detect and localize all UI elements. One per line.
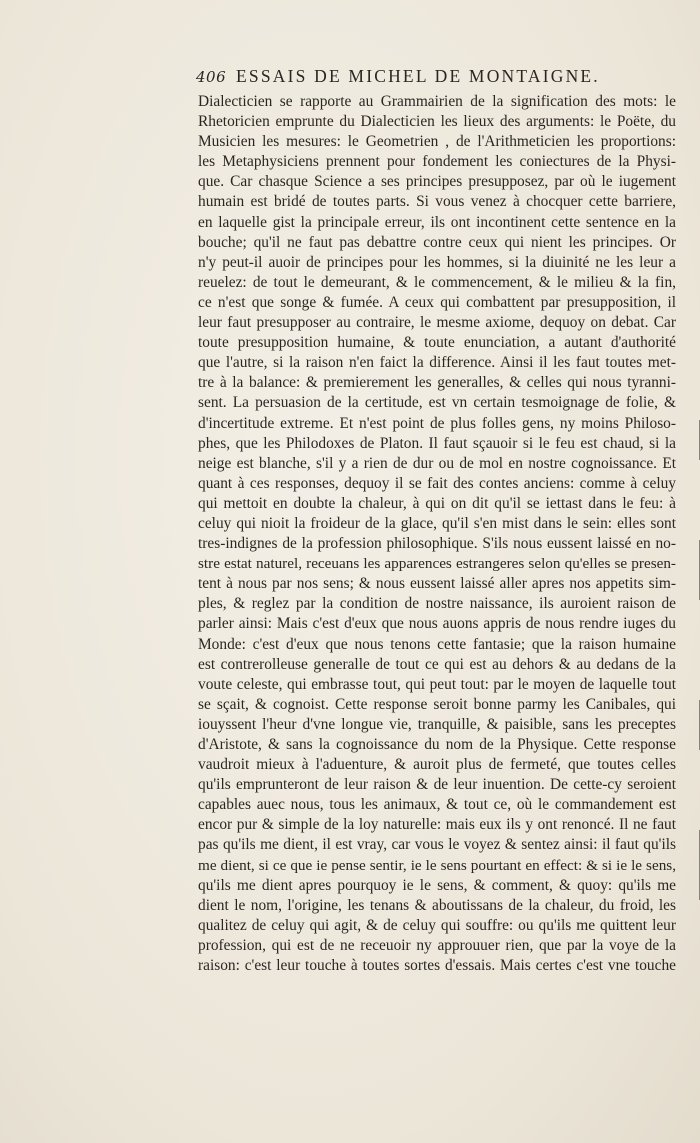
text-line: profession, qui est de ne receuoir ny approuuer rien, que par la voye de la: [198, 936, 676, 954]
text-line: qu'ils me dient apres pourquoy ie le sens, & comment, & quoy: qu'ils me: [198, 876, 676, 894]
text-line: iouyssent l'heur d'vne longue vie, tranquille, & paisible, sans les preceptes: [198, 715, 676, 733]
text-line: dient le nom, l'origine, les tenans & aboutissans de la chaleur, du froid, les: [198, 896, 676, 914]
text-line: neige est blanche, s'il y a rien de dur ou de mol en nostre cognoissance. Et: [198, 454, 676, 472]
text-line: humain est bridé de toutes parts. Si vous venez à chocquer cette barriere,: [198, 193, 676, 211]
text-line: Musicien les mesures: le Geometrien , de l'Arithmeticien les proportions:: [198, 133, 676, 151]
text-line: d'Aristote, & sans la cognoissance du nom de la Physique. Cette response: [198, 736, 676, 753]
text-line: me dient, si ce que ie pense sentir, ie le sens pourtant en effect: & si ie le sens,: [198, 856, 676, 874]
facing-page-edge: [694, 400, 700, 1000]
text-line: qualitez de celuy qui agit, & de celuy qui souffre: ou qu'ils me quittent leur: [198, 916, 676, 934]
text-line: raison: c'est leur touche à toutes sortes d'essais. Mais certes c'est vne touche: [198, 957, 676, 975]
text-line: qu'ils emprunteront de leur raison & de leur inuention. De cette-cy seroient: [198, 776, 676, 794]
text-line: d'incertitude extreme. Et n'est point de plus folles gens, ny moins Philoso-: [198, 414, 676, 432]
text-line: sent. La persuasion de la certitude, est vn certain tesmoignage de folie, &: [198, 394, 676, 412]
text-line: Dialecticien se rapporte au Grammairien de la signification des mots: le: [198, 93, 676, 110]
text-line: qui mettoit en doubte la chaleur, à qui on dit qu'il se iettast dans le feu: à: [198, 494, 676, 512]
text-line: leur faut presupposer au contraire, le mesme axiome, dequoy on debat. Car: [198, 314, 676, 332]
text-line: bouche; qu'il ne faut pas debattre contre ceux qui nient les principes. Or: [198, 233, 676, 251]
text-line: reuelez: de tout le demeurant, & le commencement, & le milieu & la fin,: [198, 273, 676, 291]
text-line: est contrerolleuse generalle de tout ce qui est au dehors & au dedans de la: [198, 655, 676, 673]
text-line: capables auec nous, tous les animaux, & tout ce, où le commandement est: [198, 796, 676, 814]
text-line: quant à ces responses, dequoy il se fait des contes anciens: comme à celuy: [198, 474, 676, 492]
text-line: ples, & reglez par la condition de nostre naissance, ils auroient raison de: [198, 595, 676, 613]
text-line: n'y peut-il auoir de principes pour les hommes, si la diuinité ne les leur a: [198, 253, 676, 271]
text-line: voute celeste, qui embrasse tout, qui peut tout: par le moyen de laquelle tout: [198, 675, 676, 693]
text-line: ce n'est que songe & fumée. A ceux qui combattent par presupposition, il: [198, 293, 676, 311]
body-text: [198, 92, 676, 976]
text-line: vaudroit mieux à l'aduenture, & auroit plus de fermeté, que toutes celles: [198, 756, 676, 774]
text-line: que. Car chasque Science a ses principes presupposez, par où le iugement: [198, 173, 676, 191]
text-line: que l'autre, si la raison n'en faict la difference. Ainsi il les faut toutes met-: [198, 354, 676, 372]
page-number: 406: [196, 68, 227, 86]
text-line: phes, que les Philodoxes de Platon. Il faut sçauoir si le feu est chaud, si la: [198, 434, 676, 452]
text-line: encor pur & simple de la loy naturelle: mais eux ils y ont renoncé. Il ne faut: [198, 816, 676, 834]
text-line: celuy qui nioit la froideur de la glace, qu'il s'en mist dans le sein: elles sont: [198, 514, 676, 532]
text-line: tres-indignes de la profession philosophique. S'ils nous eussent laissé en no-: [198, 535, 676, 553]
text-line: les Metaphysiciens prennent pour fondement les coniectures de la Physi-: [198, 153, 676, 171]
text-line: se sçait, & cognoist. Cette response seroit bonne parmy les Canibales, qui: [198, 695, 676, 713]
text-line: tent à nous par nos sens; & nous eussent laissé aller apres nos appetits sim-: [198, 575, 676, 593]
running-title: ESSAIS DE MICHEL DE MONTAIGNE.: [236, 66, 600, 86]
text-line: tre à la balance: & premierement les generalles, & celles qui nous tyranni-: [198, 374, 676, 392]
text-line: Rhetoricien emprunte du Dialecticien les lieux des arguments: le Poëte, du: [198, 113, 676, 131]
text-line: parler ainsi: Mais c'est d'eux que nous auons appris de nous rendre iuges du: [198, 615, 676, 633]
text-line: en laquelle gist la principale erreur, ils ont incontinent cette sentence en la: [198, 213, 676, 231]
text-line: Monde: c'est d'eux que nous tenons cette fantasie; que la raison humaine: [198, 635, 676, 653]
text-line: stre estat naturel, receuans les apparences estrangeres selon qu'elles se presen-: [198, 555, 676, 573]
text-line: pas qu'ils me dient, il est vray, car vous le voyez & sentez ainsi: il faut qu'ils: [198, 836, 676, 854]
text-line: toute presupposition humaine, & toute enunciation, a autant d'authorité: [198, 334, 676, 352]
